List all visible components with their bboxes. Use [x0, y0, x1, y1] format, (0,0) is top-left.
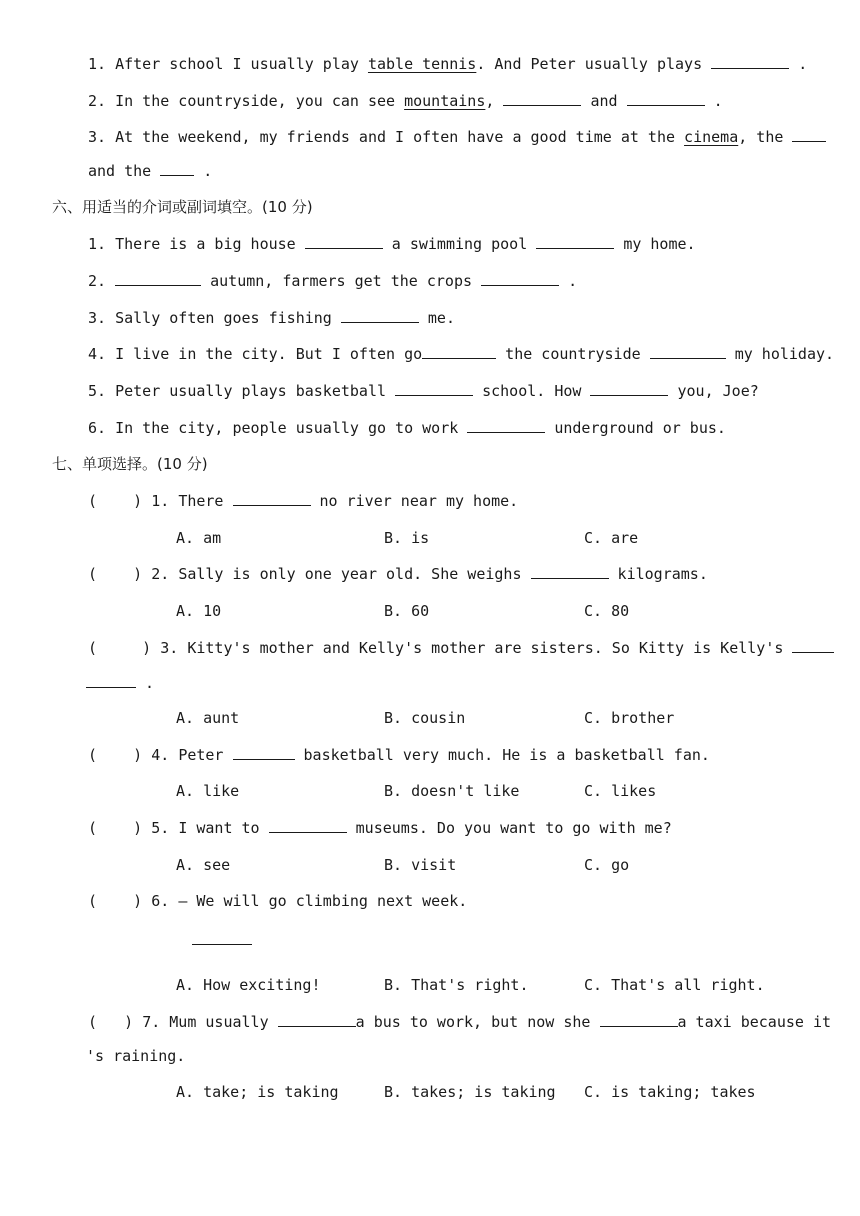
- question-text: Kitty's mother and Kelly's mother are sisters. So Kitty is Kelly's: [187, 639, 784, 657]
- s7-q2: [88, 564, 708, 584]
- underlined-word: mountains: [404, 92, 486, 110]
- question-number: 3.: [88, 309, 107, 327]
- question-text: my holiday.: [734, 345, 835, 363]
- s5-q3: [88, 127, 826, 147]
- question-text: you, Joe?: [677, 382, 759, 400]
- answer-blank[interactable]: [305, 234, 383, 249]
- option-c[interactable]: C. That's all right.: [584, 976, 765, 994]
- question-number: 3.: [88, 128, 107, 146]
- answer-blank[interactable]: [395, 381, 473, 396]
- answer-blank[interactable]: [341, 308, 419, 323]
- question-number: 7.: [142, 1013, 161, 1031]
- underlined-word: cinema: [684, 128, 739, 146]
- answer-blank[interactable]: [467, 418, 545, 433]
- question-number: 3.: [160, 639, 179, 657]
- underlined-word: table tennis: [367, 55, 477, 73]
- question-text: a bus to work, but now she: [355, 1013, 591, 1031]
- option-b[interactable]: B. is: [384, 529, 430, 547]
- question-text: no river near my home.: [319, 492, 519, 510]
- section-7-title: 七、单项选择。(10 分): [52, 455, 208, 473]
- question-text: and: [590, 92, 618, 110]
- s6-q6: [88, 418, 726, 438]
- option-c[interactable]: C. 80: [584, 602, 630, 620]
- punctuation: .: [145, 674, 155, 692]
- s7-q4: [88, 745, 710, 765]
- option-a[interactable]: A. see: [176, 856, 231, 874]
- answer-blank[interactable]: [503, 91, 581, 106]
- question-number: 2.: [88, 92, 107, 110]
- option-c[interactable]: C. go: [584, 856, 630, 874]
- answer-bracket[interactable]: ( ): [88, 819, 143, 837]
- question-text: There is a big house: [115, 235, 296, 253]
- option-c[interactable]: C. are: [584, 529, 639, 547]
- question-text: At the weekend, my friends and I often have a good time at the: [115, 128, 676, 146]
- answer-blank[interactable]: [650, 344, 726, 359]
- question-text: Sally often goes fishing: [115, 309, 332, 327]
- question-text: school. How: [482, 382, 582, 400]
- question-text: , the: [738, 128, 784, 146]
- question-text: ,: [485, 92, 495, 110]
- answer-blank: [233, 491, 311, 506]
- option-b[interactable]: B. visit: [384, 856, 457, 874]
- answer-blank: [269, 818, 347, 833]
- question-text: and the: [88, 162, 152, 180]
- answer-blank: [792, 638, 834, 653]
- s7-q6: [88, 891, 467, 911]
- answer-blank: [86, 673, 136, 688]
- question-text: There: [178, 492, 224, 510]
- answer-blank[interactable]: [481, 271, 559, 286]
- question-text: a swimming pool: [391, 235, 528, 253]
- option-a[interactable]: A. How exciting!: [176, 976, 321, 994]
- s6-q5: [88, 381, 759, 401]
- answer-blank[interactable]: [422, 344, 496, 359]
- question-text: museums. Do you want to go with me?: [355, 819, 672, 837]
- question-text: underground or bus.: [554, 419, 726, 437]
- option-b[interactable]: B. 60: [384, 602, 430, 620]
- question-text: the countryside: [505, 345, 641, 363]
- question-text: basketball very much. He is a basketball fan.: [303, 746, 710, 764]
- s6-q1: [88, 234, 696, 254]
- question-text: . And Peter usually plays: [476, 55, 703, 73]
- option-a[interactable]: A. take; is taking: [176, 1083, 339, 1101]
- question-number: 5.: [88, 382, 107, 400]
- option-b[interactable]: B. takes; is taking: [384, 1083, 556, 1101]
- punctuation: .: [568, 272, 578, 290]
- s5-q1: [88, 54, 807, 74]
- question-number: 5.: [151, 819, 170, 837]
- question-text: Mum usually: [169, 1013, 269, 1031]
- option-b[interactable]: B. That's right.: [384, 976, 529, 994]
- question-text: — We will go climbing next week.: [178, 892, 468, 910]
- answer-blank: [278, 1012, 356, 1027]
- answer-blank: [233, 745, 295, 760]
- question-number: 2.: [151, 565, 170, 583]
- punctuation: .: [203, 162, 213, 180]
- question-text: In the countryside, you can see: [115, 92, 396, 110]
- s7-q3: [88, 638, 834, 658]
- option-c[interactable]: C. is taking; takes: [584, 1083, 756, 1101]
- question-text: a taxi because it: [677, 1013, 832, 1031]
- question-text: me.: [427, 309, 455, 327]
- question-number: 6.: [88, 419, 107, 437]
- question-text: kilograms.: [617, 565, 708, 583]
- question-text: Peter: [178, 746, 224, 764]
- answer-bracket[interactable]: ( ): [88, 492, 143, 510]
- question-number: 1.: [88, 235, 107, 253]
- answer-blank[interactable]: [536, 234, 614, 249]
- question-number: 4.: [151, 746, 170, 764]
- option-b[interactable]: B. doesn't like: [384, 782, 520, 800]
- question-text: Sally is only one year old. She weighs: [178, 565, 522, 583]
- s7-q6-reply: [192, 930, 252, 950]
- punctuation: .: [798, 55, 808, 73]
- question-text: my home.: [623, 235, 696, 253]
- s6-q4: [88, 344, 834, 364]
- option-a[interactable]: A. am: [176, 529, 222, 547]
- s7-q7: [88, 1012, 831, 1032]
- option-a[interactable]: A. like: [176, 782, 240, 800]
- option-c[interactable]: C. brother: [584, 709, 675, 727]
- question-number: 2.: [88, 272, 107, 290]
- question-text: In the city, people usually go to work: [115, 419, 459, 437]
- answer-blank[interactable]: [627, 91, 705, 106]
- question-text: autumn, farmers get the crops: [210, 272, 473, 290]
- answer-blank[interactable]: [590, 381, 668, 396]
- answer-bracket[interactable]: ( ): [88, 565, 143, 583]
- question-number: 1.: [151, 492, 170, 510]
- s5-q3-cont: [88, 161, 212, 181]
- answer-blank: [531, 564, 609, 579]
- option-c[interactable]: C. likes: [584, 782, 657, 800]
- answer-bracket[interactable]: ( ): [88, 1013, 134, 1031]
- option-a[interactable]: A. aunt: [176, 709, 240, 727]
- answer-bracket[interactable]: ( ): [88, 892, 143, 910]
- answer-bracket[interactable]: ( ): [88, 746, 143, 764]
- answer-blank: [192, 930, 252, 945]
- question-text: I want to: [178, 819, 260, 837]
- answer-blank[interactable]: [711, 54, 789, 69]
- answer-blank[interactable]: [792, 127, 826, 142]
- s5-q2: [88, 91, 723, 111]
- answer-blank: [600, 1012, 678, 1027]
- s7-q7-cont: 's raining.: [86, 1047, 186, 1065]
- question-text: Peter usually plays basketball: [115, 382, 387, 400]
- s6-q2: [88, 271, 577, 291]
- option-a[interactable]: A. 10: [176, 602, 222, 620]
- answer-blank[interactable]: [160, 161, 194, 176]
- answer-bracket[interactable]: ( ): [88, 639, 152, 657]
- s7-q5: [88, 818, 672, 838]
- answer-blank[interactable]: [115, 271, 201, 286]
- section-6-title: 六、用适当的介词或副词填空。(10 分): [52, 198, 313, 216]
- question-number: 4.: [88, 345, 107, 363]
- s7-q3-cont: [86, 673, 154, 693]
- s7-q1: [88, 491, 518, 511]
- question-number: 6.: [151, 892, 170, 910]
- punctuation: .: [713, 92, 723, 110]
- option-b[interactable]: B. cousin: [384, 709, 466, 727]
- question-text: I live in the city. But I often go: [115, 345, 423, 363]
- question-text: After school I usually play: [115, 55, 359, 73]
- s6-q3: [88, 308, 455, 328]
- question-number: 1.: [88, 55, 107, 73]
